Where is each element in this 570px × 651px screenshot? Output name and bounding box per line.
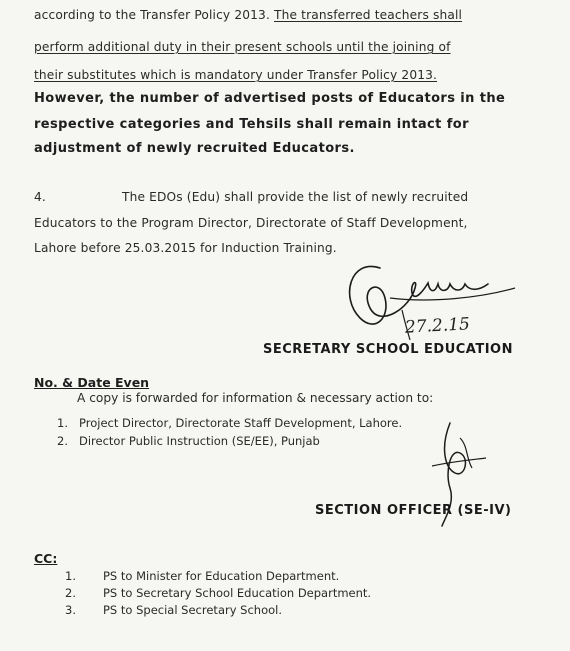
forwarding-item-text: Project Director, Directorate Staff Development, Lahore.	[79, 416, 403, 430]
section-officer-title: SECTION OFFICER (SE-IV)	[315, 503, 512, 518]
forwarding-item-number: 2.	[57, 434, 68, 448]
forwarding-heading: No. & Date Even	[34, 375, 150, 390]
forwarding-item-text: Director Public Instruction (SE/EE), Punjab	[79, 434, 320, 448]
cc-item-1	[65, 569, 339, 583]
forwarding-intro: A copy is forwarded for information & necessary action to:	[77, 391, 434, 405]
cc-item-number: 2.	[65, 586, 76, 600]
body-line-2: perform additional duty in their present schools until the joining of	[34, 40, 451, 54]
para4-line-2: Educators to the Program Director, Directorate of Staff Development,	[34, 216, 468, 230]
body-line-6: adjustment of newly recruited Educators.	[34, 141, 355, 156]
para4-line-1-text: The EDOs (Edu) shall provide the list of newly recruited	[122, 190, 469, 204]
cc-item-text: PS to Special Secretary School.	[103, 603, 283, 617]
cc-item-text: PS to Secretary School Education Department.	[103, 586, 372, 600]
body-line-5: respective categories and Tehsils shall remain intact for	[34, 117, 469, 132]
cc-item-text: PS to Minister for Education Department.	[103, 569, 340, 583]
cc-item-3	[65, 603, 282, 617]
para4-line-1	[34, 190, 468, 204]
para4-number: 4.	[34, 190, 46, 204]
para4-line-3: Lahore before 25.03.2015 for Induction Training.	[34, 241, 337, 255]
forwarding-item-2	[57, 434, 320, 448]
cc-item-number: 3.	[65, 603, 76, 617]
body-line-4: However, the number of advertised posts of Educators in the	[34, 91, 506, 106]
body-line-1-plain: according to the Transfer Policy 2013.	[34, 8, 274, 22]
cc-item-2	[65, 586, 371, 600]
forwarding-item-number: 1.	[57, 416, 68, 430]
forwarding-item-1	[57, 416, 402, 430]
body-line-3: their substitutes which is mandatory under Transfer Policy 2013.	[34, 68, 438, 82]
body-line-1	[34, 8, 462, 22]
body-line-1-underlined: The transferred teachers shall	[274, 8, 463, 22]
secretary-date-handwritten: 27.2.15	[404, 314, 471, 338]
secretary-title: SECRETARY SCHOOL EDUCATION	[263, 342, 513, 357]
cc-item-number: 1.	[65, 569, 76, 583]
cc-heading: CC:	[34, 551, 58, 566]
